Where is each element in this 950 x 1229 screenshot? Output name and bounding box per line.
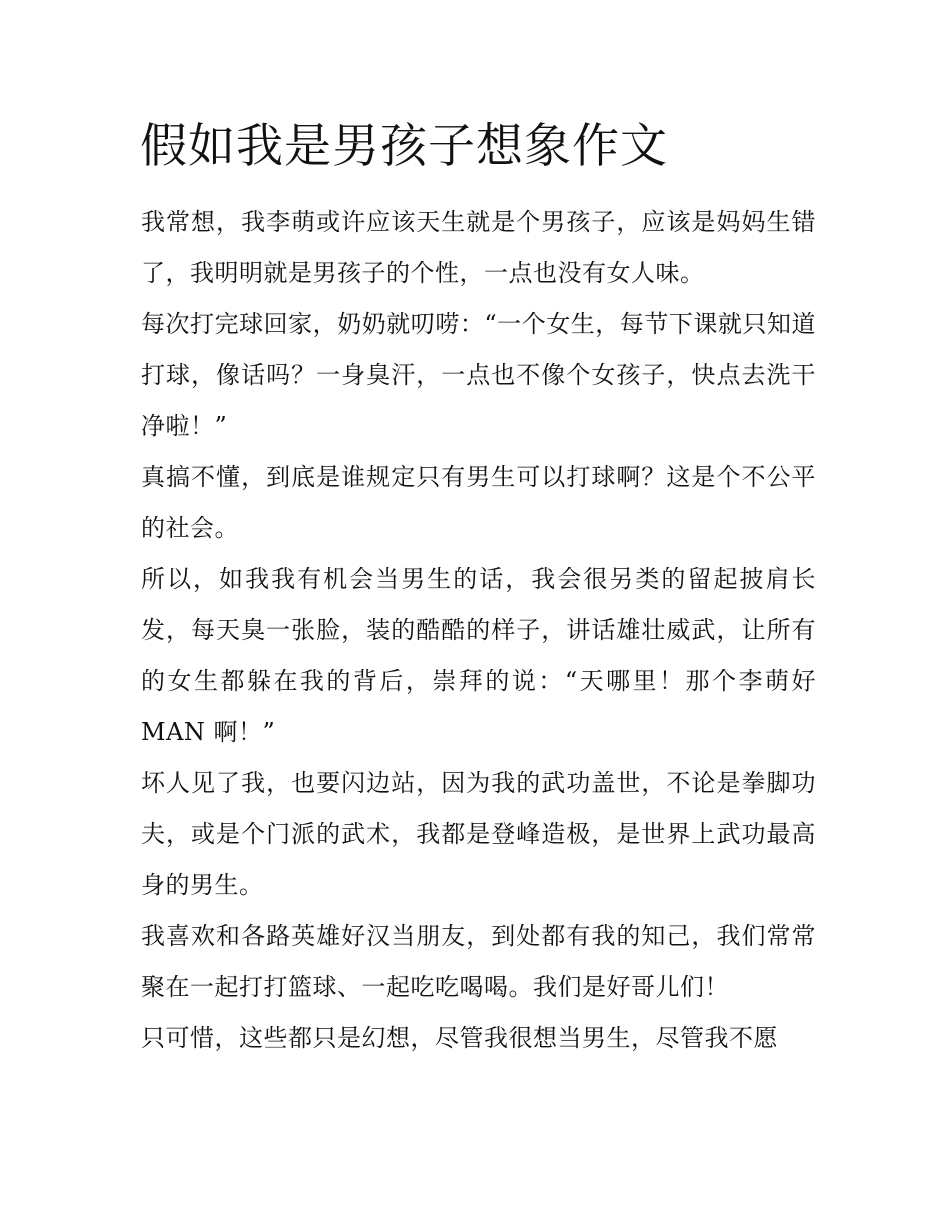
paragraph: 真搞不懂，到底是谁规定只有男生可以打球啊？这是个不公平的社会。 (141, 463, 816, 542)
paragraph: 我喜欢和各路英雄好汉当朋友，到处都有我的知己，我们常常聚在一起打打篮球、一起吃吃喝喝。我们是好哥儿们！ (141, 922, 816, 1001)
paragraph: 只可惜，这些都只是幻想，尽管我很想当男生，尽管我不愿 (141, 1024, 778, 1052)
paragraph: 坏人见了我，也要闪边站，因为我的武功盖世，不论是拳脚功夫，或是个门派的武术，我都是登峰造极，是世界上武功最高身的男生。 (141, 769, 816, 899)
paragraph: 每次打完球回家，奶奶就叨唠：“一个女生，每节下课就只知道打球，像话吗？一身臭汗，一点也不像个女孩子，快点去洗干净啦！” (141, 310, 816, 440)
document-body (141, 197, 816, 1064)
document-title: 假如我是男孩子想象作文 (140, 119, 668, 174)
paragraph: 我常想，我李萌或许应该天生就是个男孩子，应该是妈妈生错了，我明明就是男孩子的个性，一点也没有女人味。 (141, 208, 816, 287)
paragraph: 所以，如我我有机会当男生的话，我会很另类的留起披肩长发，每天臭一张脸，装的酷酷的样子，讲话雄壮威武，让所有的女生都躲在我的背后，崇拜的说：“天哪里！那个李萌好MAN 啊！” (141, 565, 816, 746)
